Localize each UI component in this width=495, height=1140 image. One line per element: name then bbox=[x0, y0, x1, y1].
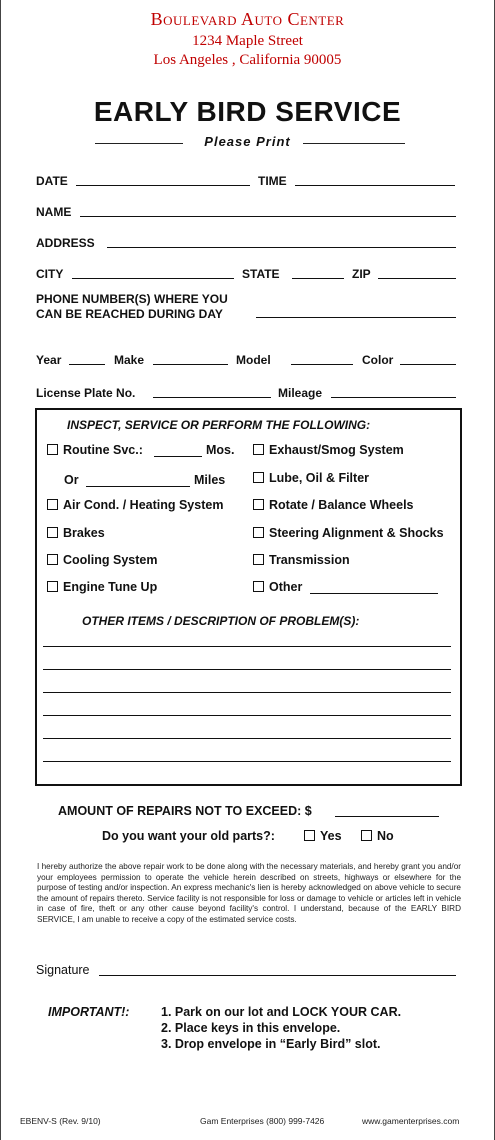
service-option-air-cond[interactable] bbox=[47, 498, 223, 512]
signature-field[interactable] bbox=[99, 975, 456, 976]
service-option-label: Lube, Oil & Filter bbox=[269, 471, 370, 485]
model-label: Model bbox=[236, 353, 271, 367]
old-parts-no-option[interactable] bbox=[361, 829, 394, 843]
company-city: Los Angeles , California 90005 bbox=[153, 52, 342, 68]
description-line[interactable] bbox=[43, 761, 451, 762]
city-field[interactable] bbox=[72, 278, 234, 279]
zip-label: ZIP bbox=[352, 267, 371, 281]
service-option-label: Brakes bbox=[63, 526, 105, 540]
service-option-label: Other bbox=[269, 580, 303, 594]
checkbox[interactable] bbox=[47, 554, 58, 565]
other-items-heading: OTHER ITEMS / DESCRIPTION OF PROBLEM(S): bbox=[82, 614, 360, 628]
instruction-step: 3. Drop envelope in “Early Bird” slot. bbox=[161, 1037, 381, 1051]
color-field[interactable] bbox=[400, 364, 456, 365]
license-field[interactable] bbox=[153, 397, 271, 398]
routine-or-label: Or bbox=[64, 473, 79, 487]
checkbox[interactable] bbox=[253, 444, 264, 455]
service-option-other[interactable] bbox=[253, 580, 302, 594]
service-option-label: Transmission bbox=[269, 553, 350, 567]
phone-label-line2: CAN BE REACHED DURING DAY bbox=[36, 307, 223, 321]
instruction-step: 2. Place keys in this envelope. bbox=[161, 1021, 341, 1035]
signature-label: Signature bbox=[36, 963, 90, 977]
address-label: ADDRESS bbox=[36, 236, 95, 250]
service-option-label: Engine Tune Up bbox=[63, 580, 158, 594]
description-line[interactable] bbox=[43, 669, 451, 670]
service-option-brakes[interactable] bbox=[47, 526, 105, 540]
routine-months-label: Mos. bbox=[206, 443, 235, 457]
time-field[interactable] bbox=[295, 185, 455, 186]
service-option-tune-up[interactable] bbox=[47, 580, 157, 594]
state-field[interactable] bbox=[292, 278, 344, 279]
state-label: STATE bbox=[242, 267, 280, 281]
service-option-lube[interactable] bbox=[253, 471, 369, 485]
model-field[interactable] bbox=[291, 364, 353, 365]
form-subtitle: Please Print bbox=[204, 134, 291, 149]
service-box bbox=[35, 408, 462, 786]
description-line[interactable] bbox=[43, 738, 451, 739]
phone-field[interactable] bbox=[256, 317, 456, 318]
mileage-label: Mileage bbox=[278, 386, 323, 400]
color-label: Color bbox=[362, 353, 394, 367]
checkbox[interactable] bbox=[361, 830, 372, 841]
checkbox[interactable] bbox=[47, 527, 58, 538]
description-line[interactable] bbox=[43, 692, 451, 693]
service-option-label: Exhaust/Smog System bbox=[269, 443, 404, 457]
checkbox[interactable] bbox=[253, 472, 264, 483]
other-service-field[interactable] bbox=[310, 593, 438, 594]
service-option-label: Air Cond. / Heating System bbox=[63, 498, 224, 512]
old-parts-no-label: No bbox=[377, 829, 394, 843]
name-field[interactable] bbox=[80, 216, 456, 217]
zip-field[interactable] bbox=[378, 278, 456, 279]
date-label: DATE bbox=[36, 174, 68, 188]
company-street: 1234 Maple Street bbox=[192, 33, 303, 49]
checkbox[interactable] bbox=[253, 527, 264, 538]
services-heading: INSPECT, SERVICE OR PERFORM THE FOLLOWING: bbox=[67, 418, 371, 432]
service-option-label: Cooling System bbox=[63, 553, 158, 567]
year-field[interactable] bbox=[69, 364, 105, 365]
instruction-step: 1. Park on our lot and LOCK YOUR CAR. bbox=[161, 1005, 402, 1019]
old-parts-yes-option[interactable] bbox=[304, 829, 342, 843]
make-label: Make bbox=[114, 353, 145, 367]
old-parts-yes-label: Yes bbox=[320, 829, 342, 843]
publisher-website: www.gamenterprises.com bbox=[362, 1116, 460, 1126]
phone-label-line1: PHONE NUMBER(S) WHERE YOU bbox=[36, 292, 228, 306]
checkbox[interactable] bbox=[47, 444, 58, 455]
service-option-label: Rotate / Balance Wheels bbox=[269, 498, 414, 512]
make-field[interactable] bbox=[153, 364, 228, 365]
year-label: Year bbox=[36, 353, 62, 367]
service-option-rotate[interactable] bbox=[253, 498, 414, 512]
checkbox[interactable] bbox=[253, 499, 264, 510]
address-field[interactable] bbox=[107, 247, 456, 248]
name-label: NAME bbox=[36, 205, 72, 219]
service-option-transmission[interactable] bbox=[253, 553, 350, 567]
service-option-cooling[interactable] bbox=[47, 553, 157, 567]
checkbox[interactable] bbox=[47, 499, 58, 510]
amount-label: AMOUNT OF REPAIRS NOT TO EXCEED: $ bbox=[58, 804, 312, 818]
old-parts-question: Do you want your old parts?: bbox=[102, 829, 275, 843]
publisher: Gam Enterprises (800) 999-7426 bbox=[200, 1116, 325, 1126]
important-label: IMPORTANT!: bbox=[48, 1005, 130, 1019]
description-line[interactable] bbox=[43, 646, 451, 647]
routine-service-option[interactable] bbox=[47, 443, 143, 457]
routine-miles-field[interactable] bbox=[86, 486, 190, 487]
description-line[interactable] bbox=[43, 715, 451, 716]
authorization-text: I hereby authorize the above repair work to be done along with the necessary materials, and hereby grant you and/or your employees permission to operate the vehicle herein described on streets, highways or elsewhere for the purpose of testing and/or inspection. An express mechanic's lien is hereby acknowledged on above vehicle to secure the amount of repairs thereto. Service facility is not responsible for loss or damage to vehicle or articles left in vehicle in case of fire, theft or any other cause beyond facility's control. I understand, because of the EARLY BIRD SERVICE, I am unable to receive a copy of the estimated service costs. bbox=[37, 862, 461, 924]
checkbox[interactable] bbox=[253, 581, 264, 592]
mileage-field[interactable] bbox=[331, 397, 456, 398]
service-option-steering[interactable] bbox=[253, 526, 444, 540]
checkbox[interactable] bbox=[253, 554, 264, 565]
amount-field[interactable] bbox=[335, 816, 439, 817]
routine-service-label: Routine Svc.: bbox=[63, 443, 143, 457]
service-option-label: Steering Alignment & Shocks bbox=[269, 526, 444, 540]
city-label: CITY bbox=[36, 267, 64, 281]
company-name: Boulevard Auto Center bbox=[150, 9, 345, 29]
routine-miles-label: Miles bbox=[194, 473, 226, 487]
checkbox[interactable] bbox=[47, 581, 58, 592]
checkbox[interactable] bbox=[304, 830, 315, 841]
subtitle-rule-right bbox=[303, 143, 405, 144]
service-option-exhaust[interactable] bbox=[253, 443, 404, 457]
routine-months-field[interactable] bbox=[154, 456, 202, 457]
time-label: TIME bbox=[258, 174, 287, 188]
date-field[interactable] bbox=[76, 185, 250, 186]
form-id: EBENV-S (Rev. 9/10) bbox=[20, 1116, 101, 1126]
license-label: License Plate No. bbox=[36, 386, 136, 400]
form-title: EARLY BIRD SERVICE bbox=[93, 96, 402, 127]
